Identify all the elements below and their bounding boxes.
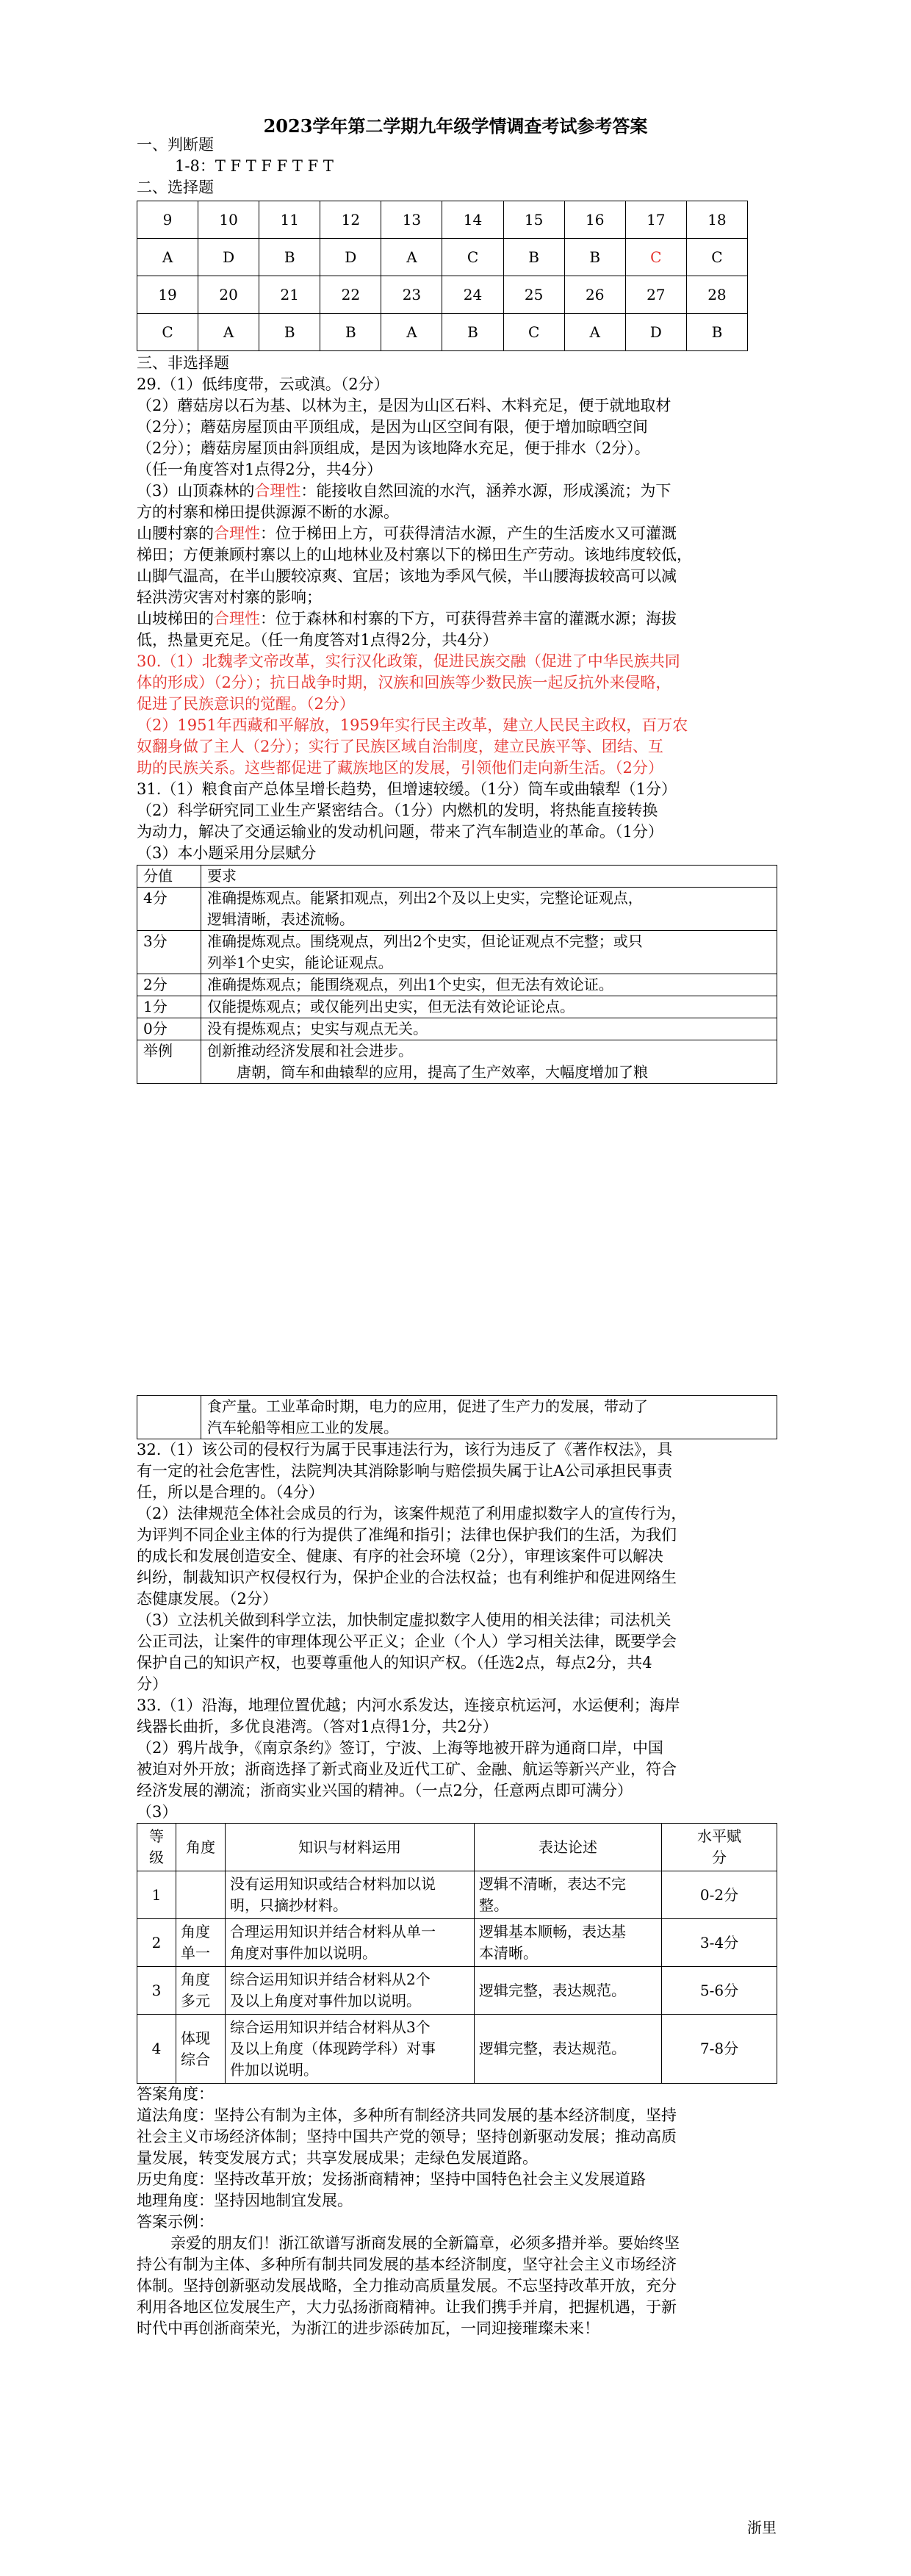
q30-line: 促进了民族意识的觉醒。（2分） [137,695,355,713]
level-knowledge [226,2015,475,2084]
q32-line: 任，所以是合理的。（4分） [137,1483,324,1501]
q33-line: 线器长曲折，多优良港湾。（答对1点得1分，共2分） [137,1718,498,1735]
q29-highlight: 合理性 [214,525,260,542]
choice-number-cell: 23 [381,276,442,314]
level-knowledge-line: 及以上角度（体现跨学科）对事 [230,2040,436,2057]
q29-line: 梯田；方便兼顾村寨以上的山地林业及村寨以下的梯田生产劳动。该地纬度较低， [137,546,692,564]
q29-line: （2分）；蘑菇房屋顶由斜顶组成，是因为该地降水充足，便于排水（2分）。 [137,439,650,457]
q29-line: 轻洪涝灾害对村寨的影响； [137,589,322,606]
level-knowledge [226,1919,475,1967]
example-line: 利用各地区位发展生产，大力弘扬浙商精神。让我们携手并肩，把握机遇，于新 [137,2298,677,2316]
level-row [137,1967,777,2015]
angles-line: 社会主义市场经济体制；坚持中国共产党的领导；坚持创新驱动发展；推动高质 [137,2128,677,2145]
choice-number-cell: 9 [137,201,198,239]
level-expression [475,1919,662,1967]
rubric-header-req: 要求 [201,866,777,888]
q33-line: 被迫对外开放；浙商选择了新式商业及近代工矿、金融、航运等新兴产业，符合 [137,1760,677,1778]
choice-number-cell: 16 [564,201,625,239]
example-line: 时代中再创浙商荣光，为浙江的进步添砖加瓦，一同迎接璀璨未来！ [137,2320,599,2337]
level-score: 0-2分 [662,1871,777,1919]
q29-text: ：位于梯田上方，可获得清洁水源，产生的生活废水又可灌溉 [260,525,677,542]
q32-line: 为评判不同企业主体的行为提供了准绳和指引；法律也保护我们的生活，为我们 [137,1526,677,1544]
rubric-requirement-line: 没有提炼观点；史实与观点无关。 [207,1020,428,1037]
q31-line: （3）本小题采用分层赋分 [137,844,317,862]
choice-number-cell: 26 [564,276,625,314]
q29-line: （任一角度答对1点得2分，共4分） [137,461,383,478]
question-33 [137,1695,783,1823]
choice-answer-cell: A [198,314,259,351]
choice-answer-row [137,239,748,276]
content-block-top [137,134,783,1084]
choice-number-cell: 14 [442,201,503,239]
q31-line: 31.（1）粮食亩产总体呈增长趋势，但增速较缓。（1分）筒车或曲辕犁（1分） [137,780,677,798]
choice-answer-cell: B [320,314,381,351]
choice-number-cell: 18 [686,201,747,239]
level-knowledge-line: 综合运用知识并结合材料从2个 [230,1971,431,1988]
level-number: 3 [137,1967,176,2015]
section2-heading: 二、选择题 [137,179,214,196]
level-number: 4 [137,2015,176,2084]
level-knowledge-line: 明，只摘抄材料。 [230,1896,348,1914]
rubric-example-line: 汽车轮船等相应工业的发展。 [207,1419,398,1436]
example-heading: 答案示例： [137,2213,214,2231]
choice-answer-cell: B [259,314,320,351]
level-header-level [137,1824,176,1871]
choice-answer-cell: C [137,314,198,351]
choice-answer-cell: C [442,239,503,276]
rubric-example-cell [201,1040,777,1084]
level-header-score [662,1824,777,1871]
answer-angles [137,2084,783,2339]
rubric-score: 0分 [137,1018,201,1040]
level-expression-line: 逻辑完整，表达规范。 [479,2040,626,2057]
angles-line: 地理角度：坚持因地制宜发展。 [137,2192,353,2209]
choice-answer-cell: A [564,314,625,351]
question-30 [137,651,783,779]
q33-line: （3） [137,1803,178,1821]
level-row [137,2015,777,2084]
choice-answer-cell: D [198,239,259,276]
choice-answer-cell: B [564,239,625,276]
level-number: 1 [137,1871,176,1919]
section3-heading: 三、非选择题 [137,354,229,372]
level-expression-line: 逻辑不清晰，表达不完 [479,1875,626,1893]
level-header-row [137,1824,777,1871]
level-header-text: 等 [149,1827,164,1845]
rubric-requirement [201,996,777,1018]
q29-line: （2分）；蘑菇房屋顶由平顶组成，是因为山区空间有限，便于增加晾晒空间 [137,418,648,436]
choice-answer-cell: C [503,314,564,351]
q30-line: 助的民族关系。这些都促进了藏族地区的发展，引领他们走向新生活。（2分） [137,759,663,777]
level-header-angle: 角度 [176,1824,226,1871]
rubric-row [137,931,777,974]
q32-line: 态健康发展。（2分） [137,1590,278,1608]
rubric-row [137,888,777,931]
q29-line: （2）蘑菇房以石为基、以林为主，是因为山区石料、木料充足，便于就地取材 [137,397,671,414]
q30-line: 奴翻身做了主人（2分）；实行了民族区域自治制度，建立民族平等、团结、互 [137,738,663,755]
choice-number-cell: 21 [259,276,320,314]
level-knowledge [226,1871,475,1919]
choice-number-cell: 17 [625,201,686,239]
level-knowledge-line: 没有运用知识或结合材料加以说 [230,1875,436,1893]
rubric-example-line: 唐朝，筒车和曲辕犁的应用，提高了生产效率，大幅度增加了粮 [237,1063,648,1081]
choice-number-cell: 25 [503,276,564,314]
level-expression [475,1967,662,2015]
level-header-text: 水平赋 [697,1827,741,1845]
rubric-example-label: 举例 [137,1040,201,1084]
question-29 [137,374,783,651]
level-expression-line: 本清晰。 [479,1944,538,1962]
q29-text: ：能接收自然回流的水汽，涵养水源，形成溪流；为下 [300,482,671,500]
q31-line: 为动力，解决了交通运输业的发动机问题，带来了汽车制造业的革命。（1分） [137,823,663,841]
level-expression-line: 逻辑基本顺畅，表达基 [479,1923,626,1940]
level-expression-line: 整。 [479,1896,508,1914]
angles-heading: 答案角度： [137,2085,214,2103]
example-line: 亲爱的朋友们！浙江欲谱写浙商发展的全新篇章，必须多措并举。要始终坚 [170,2234,680,2252]
q29-line: 29.（1）低纬度带，云或滇。（2分） [137,375,389,393]
level-number: 2 [137,1919,176,1967]
q32-line: 32.（1）该公司的侵权行为属于民事违法行为，该行为违反了《著作权法》，具 [137,1441,673,1458]
rubric-requirement-line: 准确提炼观点。围绕观点，列出2个史实，但论证观点不完整；或只 [207,932,643,950]
choice-answer-cell: C [686,239,747,276]
rubric-requirement-line: 准确提炼观点。能紧扣观点，列出2个及以上史实，完整论证观点， [207,889,643,907]
rubric-example-line: 创新推动经济发展和社会进步。 [207,1042,413,1059]
rubric-example-row [137,1040,777,1084]
rubric-row [137,996,777,1018]
choice-number-cell: 22 [320,276,381,314]
level-expression [475,2015,662,2084]
q30-line: 30.（1）北魏孝文帝改革，实行汉化政策，促进民族交融（促进了中华民族共同 [137,652,680,670]
level-knowledge-line: 合理运用知识并结合材料从单一 [230,1923,436,1940]
rubric-score: 3分 [137,931,201,974]
q31-line: （2）科学研究同工业生产紧密结合。（1分）内燃机的发明，将热能直接转换 [137,802,658,819]
choice-number-row [137,201,748,239]
level-header-knowledge: 知识与材料运用 [226,1824,475,1871]
level-knowledge [226,1967,475,2015]
rubric-row [137,1018,777,1040]
level-header-expression: 表达论述 [475,1824,662,1871]
rubric-row [137,974,777,996]
rubric-score: 4分 [137,888,201,931]
rubric-table-continued [137,1395,777,1439]
level-angle: 角度多元 [176,1967,226,2015]
choice-answer-table [137,201,748,351]
choice-answer-cell: B [259,239,320,276]
choice-answer-cell: C [625,239,686,276]
question-32 [137,1439,783,1695]
choice-answer-cell: A [137,239,198,276]
q29-text: 山腰村寨的 [137,525,214,542]
q30-line: （2）1951年西藏和平解放，1959年实行民主改革，建立人民民主政权，百万农 [137,716,688,734]
page-title: 2023学年第二学期九年级学情调查考试参考答案 [263,115,648,137]
rubric-example-continued-label [137,1396,201,1439]
choice-answer-cell: B [442,314,503,351]
level-score: 5-6分 [662,1967,777,2015]
level-score: 7-8分 [662,2015,777,2084]
q29-highlight: 合理性 [214,610,260,627]
angles-line: 历史角度：坚持改革开放；发扬浙商精神；坚持中国特色社会主义发展道路 [137,2170,646,2188]
rubric-example-continued-cell [201,1396,777,1439]
q33-line: 33.（1）沿海，地理位置优越；内河水系发达，连接京杭运河，水运便利；海岸 [137,1697,680,1714]
choice-answer-row [137,314,748,351]
q33-line: （2）鸦片战争，《南京条约》签订，宁波、上海等地被开辟为通商口岸，中国 [137,1739,663,1757]
example-line: 体制。坚持创新驱动发展战略，全力推动高质量发展。不忘坚持改革开放，充分 [137,2277,677,2295]
q29-line [137,481,783,502]
level-scoring-table [137,1823,777,2084]
choice-number-cell: 15 [503,201,564,239]
rubric-requirement [201,1018,777,1040]
q29-line: 低，热量更充足。（任一角度答对1点得2分，共4分） [137,631,498,649]
q29-line: 山脚气温高，在半山腰较凉爽、宜居；该地为季风气候，半山腰海拔较高可以减 [137,567,677,585]
q32-line: 纠纷，制裁知识产权侵权行为，保护企业的合法权益；也有利维护和促进网络生 [137,1569,677,1586]
judgment-answers: 1-8：T F T F F T F T [175,157,334,175]
q29-line: 方的村寨和梯田提供源源不断的水源。 [137,503,399,521]
rubric-requirement [201,974,777,996]
q32-line: 保护自己的知识产权，也要尊重他人的知识产权。（任选2点，每点2分，共4 [137,1654,652,1672]
choice-number-cell: 24 [442,276,503,314]
rubric-header-score: 分值 [137,866,201,888]
q29-line [137,608,783,630]
q32-line: （2）法律规范全体社会成员的行为，该案件规范了利用虚拟数字人的宣传行为， [137,1505,687,1522]
level-row [137,1871,777,1919]
rubric-requirement-line: 准确提炼观点；能围绕观点，列出1个史实，但无法有效论证。 [207,976,613,993]
level-score: 3-4分 [662,1919,777,1967]
choice-answer-cell: B [686,314,747,351]
rubric-requirement-line: 列举1个史实，能论证观点。 [207,954,393,971]
level-angle: 体现综合 [176,2015,226,2084]
example-line: 持公有制为主体、多种所有制共同发展的基本经济制度，坚守社会主义市场经济 [137,2256,677,2273]
rubric-score: 2分 [137,974,201,996]
q32-line: 分） [137,1675,168,1693]
choice-number-cell: 19 [137,276,198,314]
level-knowledge-line: 综合运用知识并结合材料从3个 [230,2018,431,2036]
question-31 [137,779,783,864]
section1-heading: 一、判断题 [137,136,214,154]
rubric-table [137,865,777,1084]
choice-number-cell: 28 [686,276,747,314]
angles-line: 道法角度：坚持公有制为主体，多种所有制经济共同发展的基本经济制度，坚持 [137,2107,677,2124]
q29-text: ：位于森林和村寨的下方，可获得营养丰富的灌溉水源；海拔 [260,610,677,627]
level-angle: 角度单一 [176,1919,226,1967]
q29-text: （3）山顶森林的 [137,482,255,500]
choice-number-cell: 13 [381,201,442,239]
level-expression-line: 逻辑完整，表达规范。 [479,1981,626,1999]
choice-answer-cell: B [503,239,564,276]
level-expression [475,1871,662,1919]
q30-line: 体的形成）（2分）；抗日战争时期，汉族和回族等少数民族一起反抗外来侵略， [137,674,671,691]
rubric-example-continued-row [137,1396,777,1439]
rubric-example-line: 食产量。工业革命时期，电力的应用，促进了生产力的发展，带动了 [207,1397,648,1415]
choice-number-cell: 12 [320,201,381,239]
choice-answer-cell: A [381,314,442,351]
level-header-text: 分 [712,1849,727,1866]
level-knowledge-line: 及以上角度对事件加以说明。 [230,1992,421,2010]
choice-number-cell: 27 [625,276,686,314]
q29-highlight: 合理性 [254,482,301,500]
angles-line: 量发展，转变发展方式；共享发展成果；走绿色发展道路。 [137,2149,538,2167]
q29-text: 山坡梯田的 [137,610,214,627]
q32-line: 公正司法，让案件的审理体现公平正义；企业（个人）学习相关法律，既要学会 [137,1633,677,1650]
rubric-requirement [201,931,777,974]
choice-answer-cell: D [625,314,686,351]
q32-line: 的成长和发展创造安全、健康、有序的社会环境（2分），审理该案件可以解决 [137,1547,663,1565]
rubric-requirement-line: 仅能提炼观点；或仅能列出史实，但无法有效论证论点。 [207,998,575,1015]
level-knowledge-line: 角度对事件加以说明。 [230,1944,377,1962]
level-row [137,1919,777,1967]
level-knowledge-line: 件加以说明。 [230,2061,318,2079]
q32-line: 有一定的社会危害性，法院判决其消除影响与赔偿损失属于让A公司承担民事责 [137,1462,673,1480]
rubric-requirement [201,888,777,931]
choice-answer-cell: D [320,239,381,276]
rubric-header-row [137,866,777,888]
level-header-text: 级 [149,1849,164,1866]
choice-number-cell: 10 [198,201,259,239]
q29-line [137,523,783,544]
q33-line: 经济发展的潮流；浙商实业兴国的精神。（一点2分，任意两点即可满分） [137,1782,633,1799]
footer-mark: 浙里 [747,2519,777,2536]
choice-answer-cell: A [381,239,442,276]
content-block-bottom [137,1395,783,2339]
q32-line: （3）立法机关做到科学立法，加快制定虚拟数字人使用的相关法律；司法机关 [137,1611,671,1629]
rubric-score: 1分 [137,996,201,1018]
choice-number-cell: 20 [198,276,259,314]
choice-number-row [137,276,748,314]
choice-number-cell: 11 [259,201,320,239]
level-angle [176,1871,226,1919]
rubric-requirement-line: 逻辑清晰，表述流畅。 [207,910,354,928]
